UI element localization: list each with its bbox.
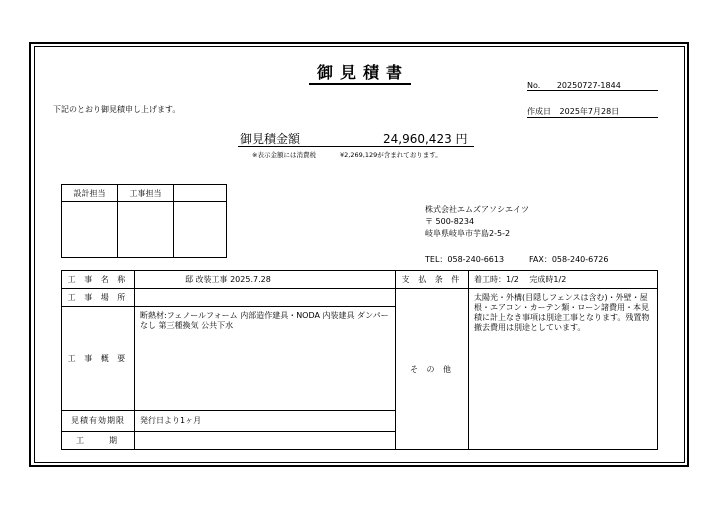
document-title: 御見積書 xyxy=(0,60,720,83)
validity-label: 見積有効期限 xyxy=(62,411,135,431)
amount-value: 24,960,423 円 xyxy=(383,132,468,146)
sign-header-construction: 工事担当 xyxy=(118,185,174,202)
tax-note xyxy=(252,150,442,159)
project-name-value: 邸 改装工事 2025.7.28 xyxy=(135,271,396,289)
summary-label: 工 事 概 要 xyxy=(62,306,135,411)
company-postal: 〒 500-8234 xyxy=(425,217,475,226)
sign-cell-construction xyxy=(118,202,174,258)
details-table xyxy=(61,270,658,450)
intro-text: 下記のとおり御見積申し上げます。 xyxy=(53,105,181,114)
amount-label: 御見積金額 xyxy=(240,132,301,146)
project-name-label: 工 事 名 称 xyxy=(62,271,135,289)
period-label: 工 期 xyxy=(62,431,135,449)
other-label: そ の 他 xyxy=(396,289,469,450)
other-value: 太陽光・外構(目隠しフェンスは含む)・外壁・屋根・エアコン・カーテン類・ローン諸費用・本見積に計上なき事項は別途工事となります。残置物撤去費用は別途としています。 xyxy=(469,289,658,450)
sign-header-blank xyxy=(174,185,227,202)
estimate-number-value: 20250727-1844 xyxy=(556,81,621,90)
summary-value: 断熱材:フェノールフォーム 内部造作建具・NODA 内装建具 ダンパーなし 第三種換気 公共下水 xyxy=(135,306,396,411)
sign-box xyxy=(61,184,227,258)
period-value xyxy=(135,431,396,449)
tax-note-suffix: ¥2,269,129が含まれております。 xyxy=(340,151,442,159)
tax-note-prefix: ※表示金額には消費税 xyxy=(252,151,316,159)
payment-terms-label: 支 払 条 件 xyxy=(396,271,469,289)
payment-terms-value: 着工時：1/2 完成時1/2 xyxy=(469,271,658,289)
sign-cell-blank xyxy=(174,202,227,258)
company-fax: FAX：058-240-6726 xyxy=(529,255,609,264)
creation-date xyxy=(527,106,658,118)
creation-date-label: 作成日 xyxy=(527,107,551,116)
estimate-number-label: No. xyxy=(527,81,541,90)
location-label: 工 事 場 所 xyxy=(62,289,135,306)
estimate-number xyxy=(527,81,658,91)
validity-value: 発行日より1ヶ月 xyxy=(135,411,396,431)
location-value xyxy=(135,289,396,306)
sign-header-design: 設計担当 xyxy=(62,185,118,202)
company-tel: TEL：058-240-6613 xyxy=(425,255,505,264)
company-name: 株式会社エムズアソシエイツ xyxy=(425,205,529,214)
sign-cell-design xyxy=(62,202,118,258)
company-address: 岐阜県岐阜市芋島2-5-2 xyxy=(425,229,511,238)
estimate-amount xyxy=(238,130,474,147)
creation-date-value: 2025年7月28日 xyxy=(559,107,620,116)
